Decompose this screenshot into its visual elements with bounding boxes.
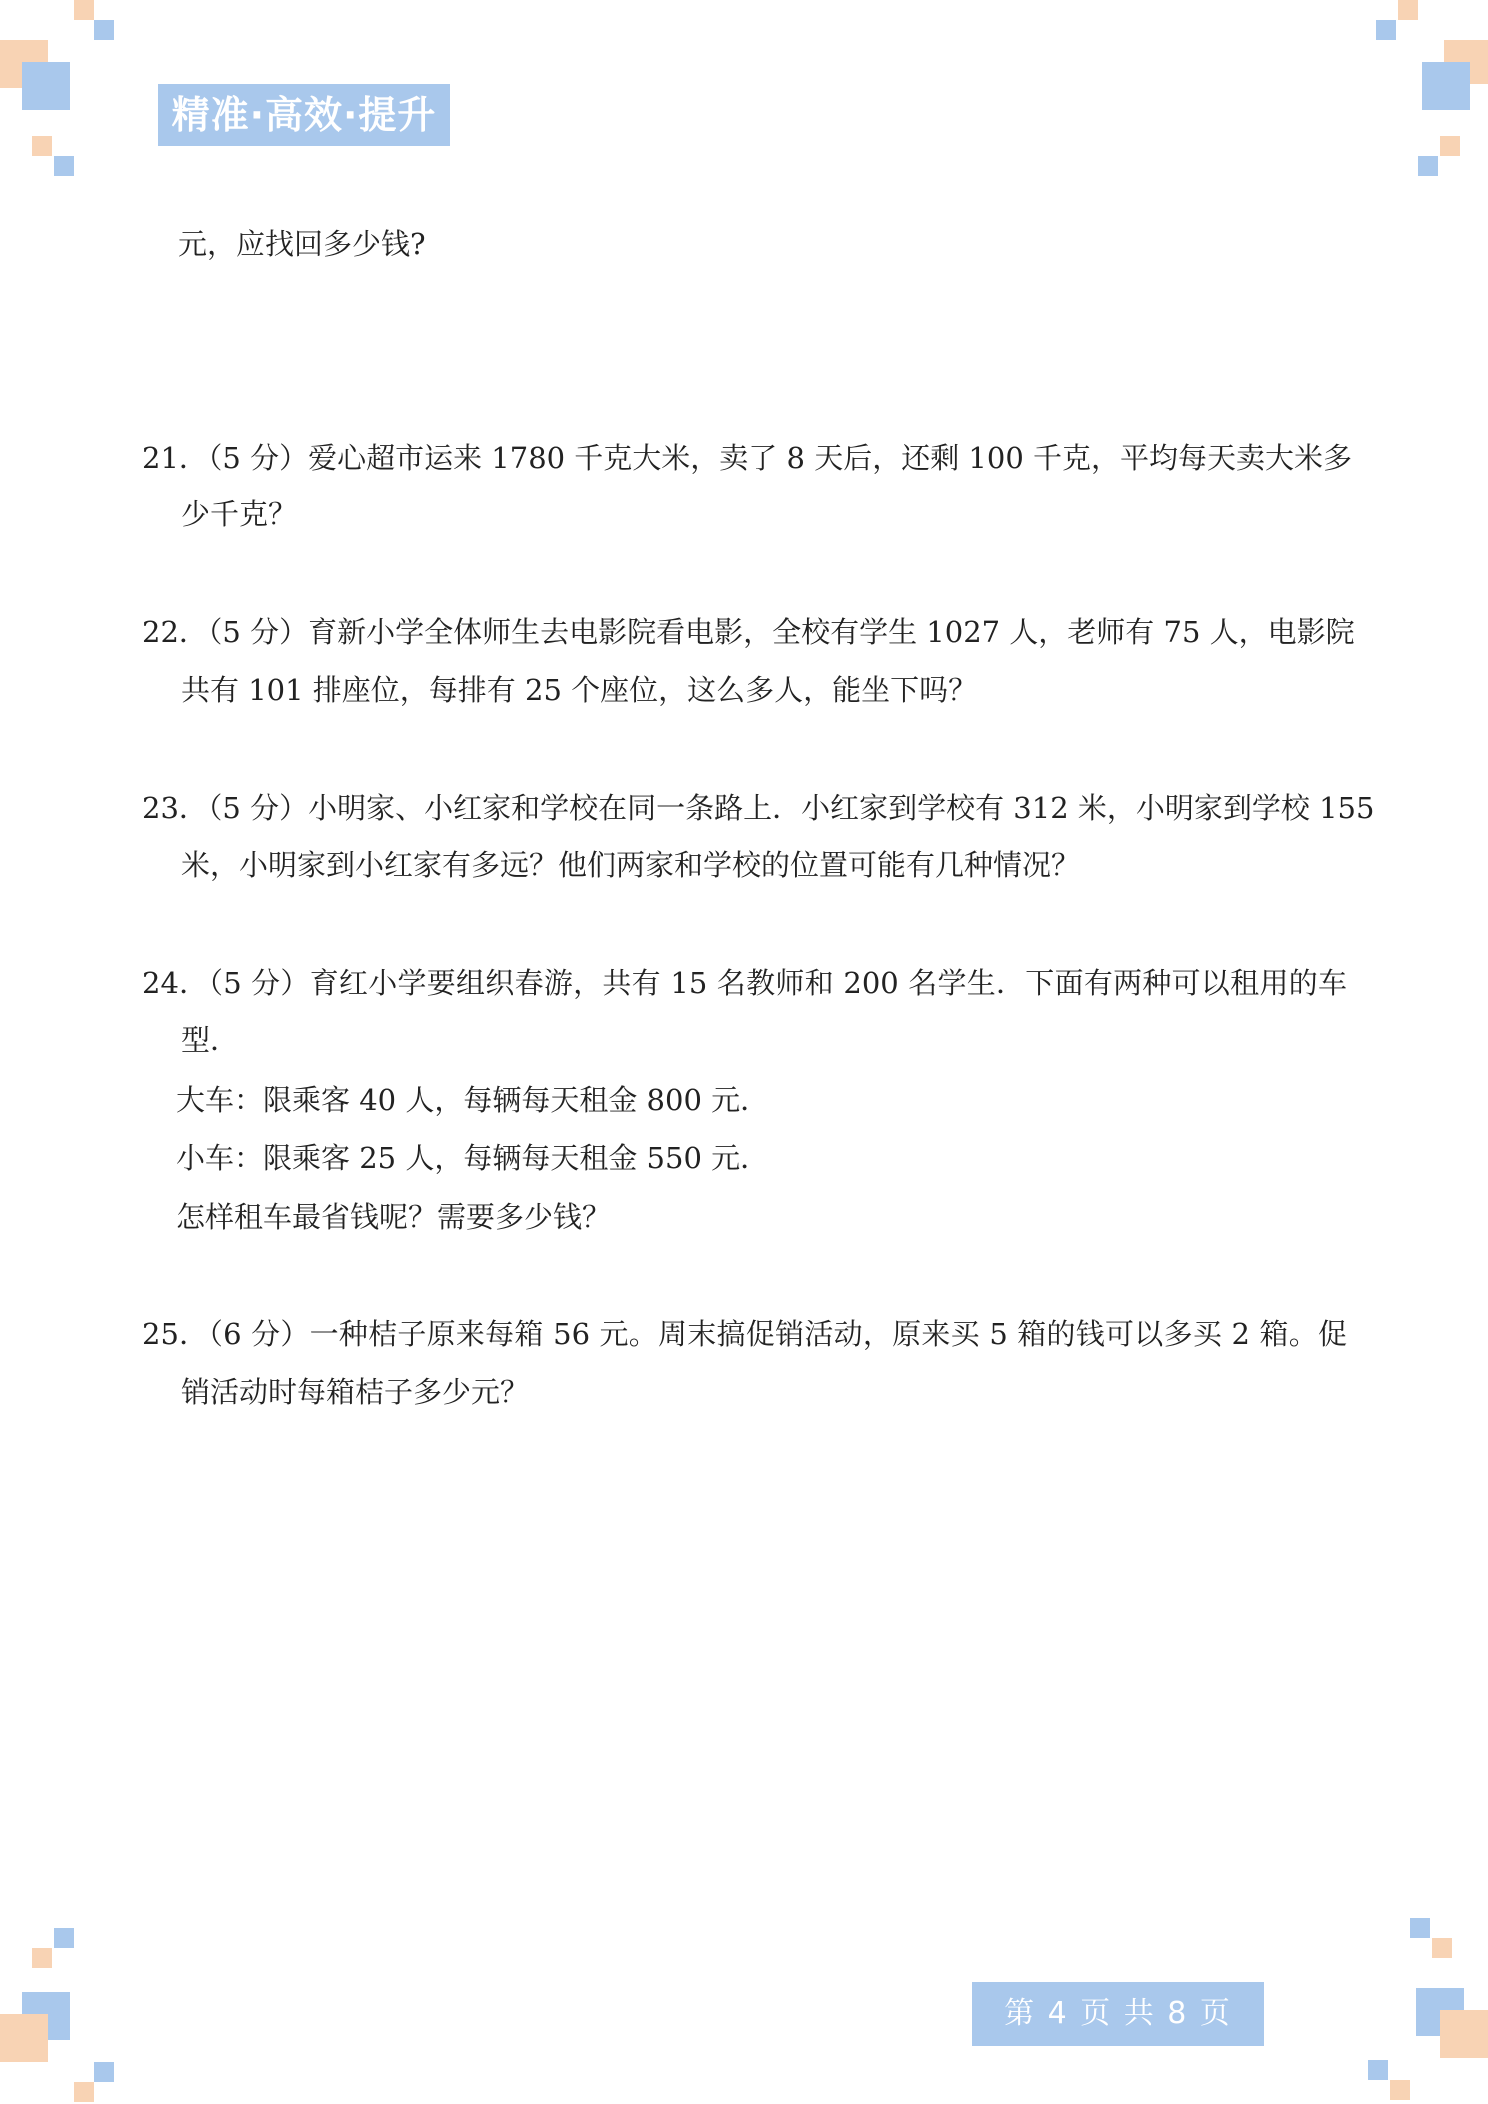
question-detail-line: 怎样租车最省钱呢？需要多少钱？ <box>176 1200 612 1234</box>
question-detail-line: 大车：限乘客 40 人，每辆每天租金 800 元． <box>176 1083 770 1117</box>
question-line: 23．（5 分）小明家、小红家和学校在同一条路上．小红家到学校有 312 米，小明家到学校 155 <box>142 791 1375 825</box>
question-line: 少千克？ <box>181 497 298 531</box>
question-line: 销活动时每箱桔子多少元？ <box>181 1375 530 1409</box>
question-detail-line: 小车：限乘客 25 人，每辆每天租金 550 元． <box>176 1141 770 1175</box>
question-line: 型． <box>181 1023 240 1057</box>
previous-question-tail: 元，应找回多少钱? <box>178 227 426 261</box>
question-line: 22．（5 分）育新小学全体师生去电影院看电影，全校有学生 1027 人，老师有 75 人，电影院 <box>142 615 1355 649</box>
question-line: 25．（6 分）一种桔子原来每箱 56 元。周末搞促销活动，原来买 5 箱的钱可以多买 2 箱。促 <box>142 1317 1347 1351</box>
question-line: 米，小明家到小红家有多远？他们两家和学校的位置可能有几种情况？ <box>181 848 1081 882</box>
question-line: 共有 101 排座位，每排有 25 个座位，这么多人，能坐下吗？ <box>181 673 978 707</box>
question-line: 21．（5 分）爱心超市运来 1780 千克大米，卖了 8 天后，还剩 100 千克，平均每天卖大米多 <box>142 441 1352 475</box>
page-number-footer: 第 4 页 共 8 页 <box>972 1982 1264 2046</box>
question-line: 24．（5 分）育红小学要组织春游，共有 15 名教师和 200 名学生．下面有两种可以租用的车 <box>142 966 1347 1000</box>
header-banner: 精准·高效·提升 <box>158 84 450 146</box>
